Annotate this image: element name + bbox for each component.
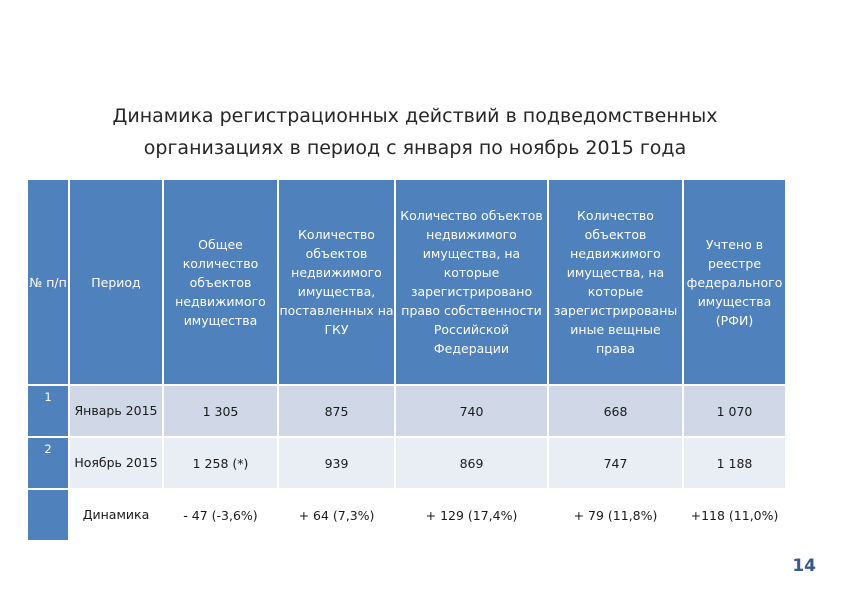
cell-gku: 875: [279, 386, 394, 436]
cell-rfi: +118 (11,0%): [684, 490, 785, 540]
row-number: 1: [28, 386, 68, 436]
cell-total: - 47 (-3,6%): [164, 490, 277, 540]
cell-gku: 939: [279, 438, 394, 488]
cell-total: 1 258 (*): [164, 438, 277, 488]
row-number: 2: [28, 438, 68, 488]
header-number: № п/п: [28, 180, 68, 384]
cell-total: 1 305: [164, 386, 277, 436]
header-total-objects: Общее количество объектов недвижимого имущества: [164, 180, 277, 384]
header-rf-ownership: Количество объектов недвижимого имущества, на которые зарегистрировано право собственности Российской Федерации: [396, 180, 547, 384]
header-other-rights: Количество объектов недвижимого имущества, на которые зарегистрированы иные вещные права: [549, 180, 682, 384]
registration-table: [26, 178, 787, 542]
cell-rf: + 129 (17,4%): [396, 490, 547, 540]
cell-rfi: 1 070: [684, 386, 785, 436]
cell-gku: + 64 (7,3%): [279, 490, 394, 540]
title-line-2: организациях в период с января по ноябрь 2015 года: [143, 137, 687, 159]
header-rfi: Учтено в реестре федерального имущества (РФИ): [684, 180, 785, 384]
cell-rf: 740: [396, 386, 547, 436]
row-period: Январь 2015: [70, 386, 162, 436]
table-header-row: [28, 180, 785, 384]
page-number: 14: [792, 556, 816, 576]
title-line-1: Динамика регистрационных действий в подведомственных: [112, 105, 718, 127]
row-number: [28, 490, 68, 540]
row-period: Динамика: [70, 490, 162, 540]
cell-other: + 79 (11,8%): [549, 490, 682, 540]
table-row: [28, 386, 785, 436]
header-gku: Количество объектов недвижимого имущества, поставленных на ГКУ: [279, 180, 394, 384]
table-row: [28, 438, 785, 488]
cell-rfi: 1 188: [684, 438, 785, 488]
cell-other: 747: [549, 438, 682, 488]
cell-other: 668: [549, 386, 682, 436]
row-period: Ноябрь 2015: [70, 438, 162, 488]
header-period: Период: [70, 180, 162, 384]
table-row: [28, 490, 785, 540]
slide-title: [40, 100, 790, 164]
cell-rf: 869: [396, 438, 547, 488]
